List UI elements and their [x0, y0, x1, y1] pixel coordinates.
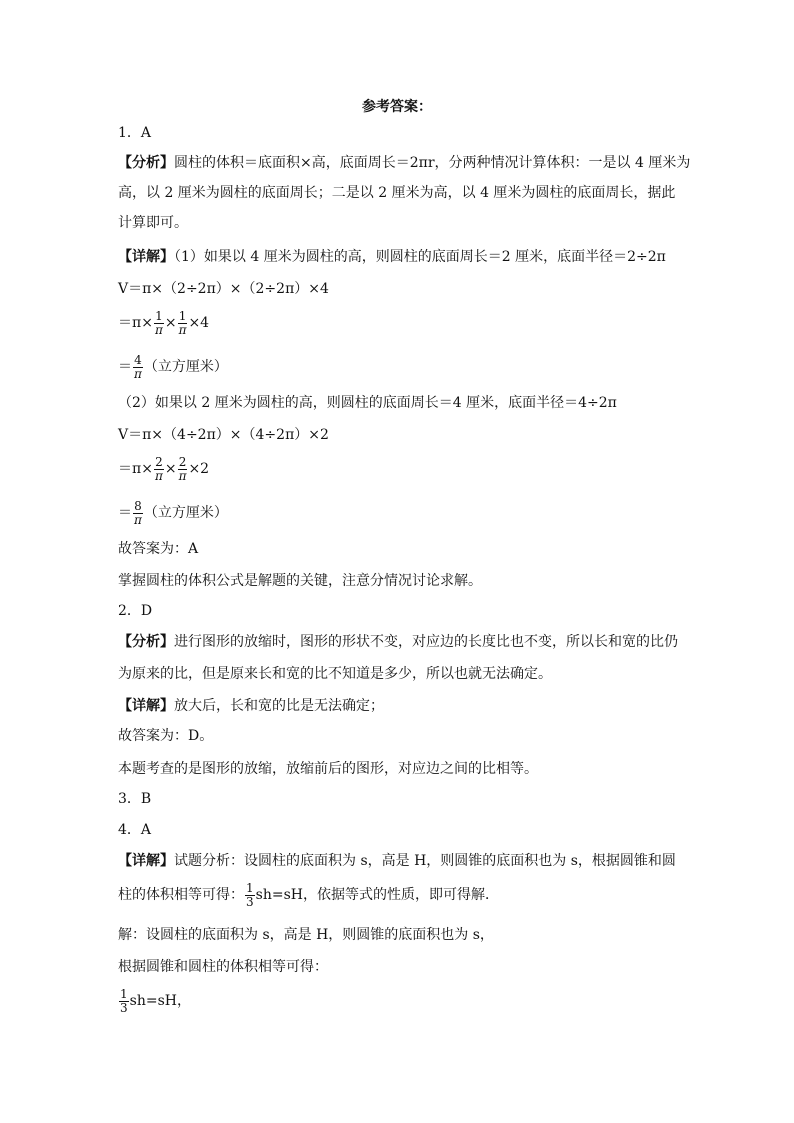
- q2-analysis-line-2: 为原来的比，但是原来长和宽的比不知道是多少，所以也就无法确定。: [118, 666, 552, 682]
- analysis-tag: 【分析】: [118, 155, 174, 171]
- q1-equation-3: ＝ $\frac{4}{\pi}$ （立方厘米）: [118, 352, 228, 381]
- q1-equation-6: ＝ $\frac{8}{\pi}$ （立方厘米）: [118, 498, 228, 527]
- q2-summary: 本题考查的是图形的放缩，放缩前后的图形，对应边之间的比相等。: [118, 761, 538, 777]
- eq-prefix: ＝π×: [118, 315, 153, 331]
- q4-detail-line-1: [118, 852, 676, 870]
- q1-analysis-line-1: [118, 154, 690, 172]
- fraction: $\frac{1}{3}$: [246, 880, 254, 909]
- fraction: $\frac{2}{\pi}$: [154, 454, 163, 483]
- analysis-tag: 【分析】: [118, 634, 174, 650]
- fraction: $\frac{4}{\pi}$: [134, 352, 142, 381]
- detail-tag: 【详解】: [118, 698, 174, 714]
- q4-solution-line-2: 根据圆锥和圆柱的体积相等可得：: [118, 959, 328, 975]
- q2-detail-text-1: 放大后，长和宽的比是无法确定；: [174, 698, 384, 714]
- q1-equation-5: ＝π× $\frac{2}{\pi}$ × $\frac{2}{\pi}$ ×2: [118, 454, 210, 483]
- q2-number: 2．D: [118, 603, 153, 619]
- q2-answer: 故答案为：D。: [118, 728, 214, 744]
- q1-equation-1: V＝π×（2÷2π）×（2÷2π）×4: [118, 281, 329, 297]
- q4-detail-text-1: 试题分析：设圆柱的底面积为 s，高是 H，则圆锥的底面积也为 s，根据圆锥和圆: [174, 853, 676, 869]
- page-title: 参考答案：: [362, 99, 432, 115]
- q2-analysis-line-1: [118, 633, 678, 651]
- q2-detail-line-1: [118, 697, 384, 715]
- q1-detail-line-1: [118, 248, 666, 266]
- q1-analysis-line-2: 高，以 2 厘米为圆柱的底面周长；二是以 2 厘米为高，以 4 厘米为圆柱的底面周长，据此: [118, 185, 676, 201]
- fraction: $\frac{8}{\pi}$: [134, 498, 142, 527]
- q2-analysis-text-1: 进行图形的放缩时，图形的形状不变，对应边的长度比也不变，所以长和宽的比仍: [174, 634, 678, 650]
- q4-solution-line-3: $\frac{1}{3}$ sh=sH，: [120, 986, 191, 1015]
- q1-number: 1．A: [118, 125, 152, 141]
- q1-detail-text-1: （1）如果以 4 厘米为圆柱的高，则圆柱的底面周长＝2 厘米，底面半径＝2÷2π: [174, 249, 666, 265]
- fraction: $\frac{2}{\pi}$: [178, 454, 187, 483]
- fraction: $\frac{1}{\pi}$: [154, 308, 163, 337]
- q1-summary: 掌握圆柱的体积公式是解题的关键，注意分情况讨论求解。: [118, 573, 482, 589]
- q1-answer: 故答案为：A: [118, 541, 199, 557]
- detail-tag: 【详解】: [118, 249, 174, 265]
- q1-equation-2: ＝π× $\frac{1}{\pi}$ × $\frac{1}{\pi}$ ×4: [118, 308, 210, 337]
- q4-detail-line-2: 柱的体积相等可得： $\frac{1}{3}$ sh=sH，依据等式的性质，即可得解．: [118, 880, 499, 909]
- q3-number: 3．B: [118, 791, 152, 807]
- fraction: $\frac{1}{\pi}$: [178, 308, 187, 337]
- q1-analysis-line-3: 计算即可。: [118, 215, 188, 231]
- q4-solution-line-1: 解：设圆柱的底面积为 s，高是 H，则圆锥的底面积也为 s，: [118, 927, 494, 943]
- q1-analysis-text-1: 圆柱的体积＝底面积×高，底面周长＝2πr，分两种情况计算体积：一是以 4 厘米为: [174, 155, 691, 171]
- detail-tag: 【详解】: [118, 853, 174, 869]
- q1-equation-4: V＝π×（4÷2π）×（4÷2π）×2: [118, 427, 329, 443]
- q1-detail-line-2: （2）如果以 2 厘米为圆柱的高，则圆柱的底面周长＝4 厘米，底面半径＝4÷2π: [118, 395, 617, 411]
- fraction: $\frac{1}{3}$: [120, 986, 128, 1015]
- q4-number: 4．A: [118, 822, 152, 838]
